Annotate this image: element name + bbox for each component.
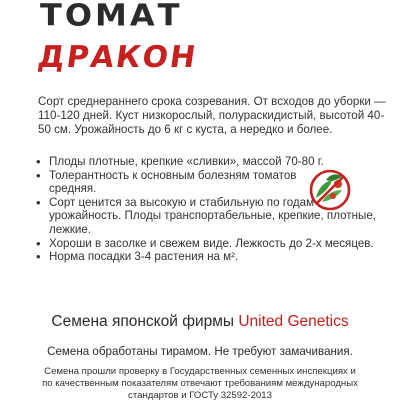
treated-note: Семена обработаны тирамом. Не требуют замачивания. (47, 345, 353, 358)
product-type-title: ТОМАТ (40, 0, 183, 34)
variety-description: Сорт среднераннего срока созревания. От всходов до уборки — 110-120 дней. Куст низкорослый, полураскидистый, высотой 40-50 см. Урожайность до 6 кг с куста, а нередко и более. (38, 95, 386, 136)
certification-note: Семена прошли проверку в Государственных семенных инспекциях и по качественным показателям отвечают требованиям международных стандартов и ГОСТу 32592-2013 (42, 366, 358, 401)
variety-name-title: ДРАКОН (35, 40, 200, 75)
feature-item: • Хороши в засолке и свежем виде. Лежкость до 2-х месяцев. (36, 237, 386, 251)
brand-name: United Genetics (238, 313, 349, 330)
feature-item: • Плоды плотные, крепкие «сливки», массой 70-80 г. (36, 155, 386, 169)
crossed-tomato-leaf-icon (308, 168, 352, 212)
feature-item: • Толерантность к основным болезням томатов средняя. (36, 169, 386, 196)
feature-item: • Норма посадки 3-4 растения на м². (36, 250, 386, 264)
company-line (0, 313, 400, 331)
company-prefix: Семена японской фирмы (51, 313, 239, 330)
feature-item: • Сорт ценится за высокую и стабильную по годам урожайность. Плоды транспортабельные, крепкие, плотные, лежкие. (36, 196, 386, 237)
